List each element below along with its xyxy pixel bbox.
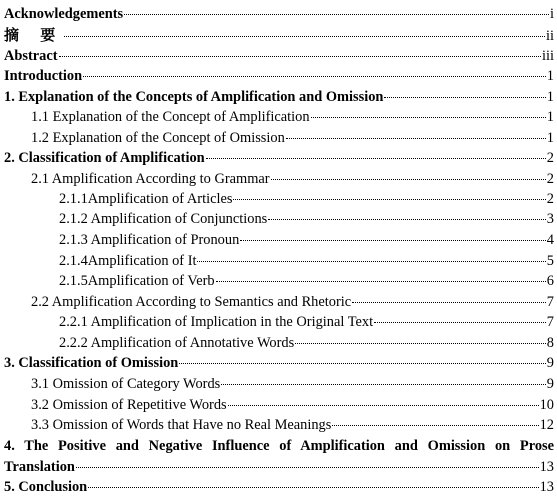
toc-entry-title: 2.1.1Amplification of Articles <box>59 191 233 207</box>
toc-entry-page: 3 <box>546 211 554 227</box>
toc-entry-chapter-4-line-1[interactable] <box>0 437 557 456</box>
dot-leader <box>124 14 549 15</box>
toc-entry-page: 9 <box>546 355 554 371</box>
toc-entry-chapter-4[interactable] <box>0 458 557 477</box>
toc-entry-page: 12 <box>539 417 554 433</box>
toc-entry-page: 9 <box>546 376 554 392</box>
toc-entry-title: 2.2.2 Amplification of Annotative Words <box>59 335 295 351</box>
toc-entry-section-3-2[interactable] <box>0 396 557 415</box>
dot-leader <box>88 487 538 488</box>
dot-leader <box>233 199 545 200</box>
toc-entry-title: 1.1 Explanation of the Concept of Amplification <box>31 109 310 125</box>
dot-leader <box>221 384 546 385</box>
toc-entry-chapter-2[interactable] <box>0 149 557 168</box>
dot-leader <box>206 158 546 159</box>
toc-entry-section-2-1-1[interactable] <box>0 190 557 209</box>
toc-entry-section-2-1-2[interactable] <box>0 210 557 229</box>
dot-leader <box>240 240 546 241</box>
toc-entry-title: 1. Explanation of the Concepts of Amplification and Omission <box>4 89 384 105</box>
dot-leader <box>197 261 545 262</box>
toc-entry-title: 2.1.3 Amplification of Pronoun <box>59 232 240 248</box>
toc-entry-title: 3. Classification of Omission <box>4 355 179 371</box>
toc-entry-title: 3.1 Omission of Category Words <box>31 376 221 392</box>
toc-entry-section-2-1-3[interactable] <box>0 231 557 250</box>
toc-entry-page: i <box>550 6 554 22</box>
toc-entry-section-2-2-2[interactable] <box>0 334 557 353</box>
dot-leader <box>228 405 539 406</box>
toc-entry-page: 7 <box>546 314 554 330</box>
toc-entry-page: 5 <box>546 253 554 269</box>
toc-entry-title: 3.2 Omission of Repetitive Words <box>31 397 227 413</box>
toc-entry-section-2-2[interactable] <box>0 293 557 312</box>
toc-entry-title: 2.1.2 Amplification of Conjunctions <box>59 211 268 227</box>
dot-leader <box>295 343 546 344</box>
toc-entry-introduction[interactable] <box>0 67 557 86</box>
toc-entry-section-1-1[interactable] <box>0 108 557 127</box>
toc-entry-page: 2 <box>546 150 554 166</box>
toc-entry-page: 13 <box>539 479 554 495</box>
dot-leader <box>271 179 546 180</box>
dot-leader <box>268 219 546 220</box>
toc-entry-title: 2.1 Amplification According to Grammar <box>31 171 270 187</box>
toc-entry-page: iii <box>542 48 554 64</box>
toc-entry-title: 3.3 Omission of Words that Have no Real Meanings <box>31 417 332 433</box>
toc-entry-zhaiyao[interactable] <box>0 26 557 45</box>
toc-entry-title: 2.2.1 Amplification of Implication in the Original Text <box>59 314 374 330</box>
toc-entry-page: 6 <box>546 273 554 289</box>
dot-leader <box>179 363 546 364</box>
toc-entry-title: 2.1.5Amplification of Verb <box>59 273 215 289</box>
dot-leader <box>64 36 545 37</box>
toc-entry-chapter-5[interactable] <box>0 478 557 497</box>
toc-entry-section-1-2[interactable] <box>0 129 557 148</box>
dot-leader <box>59 56 541 57</box>
toc-entry-title: 2. Classification of Amplification <box>4 150 205 166</box>
toc-entry-title: Abstract <box>4 48 58 64</box>
toc-entry-section-2-1-5[interactable] <box>0 272 557 291</box>
toc-entry-section-2-1-4[interactable] <box>0 252 557 271</box>
toc-entry-title: 1.2 Explanation of the Concept of Omission <box>31 130 285 146</box>
toc-entry-page: 2 <box>546 191 554 207</box>
toc-entry-page: 7 <box>546 294 554 310</box>
toc-entry-section-3-3[interactable] <box>0 416 557 435</box>
dot-leader <box>374 322 546 323</box>
toc-entry-title: 2.1.4Amplification of It <box>59 253 197 269</box>
toc-entry-page: 1 <box>546 89 554 105</box>
toc-entry-page: ii <box>546 28 554 44</box>
dot-leader <box>216 281 546 282</box>
toc-entry-title-continued: Translation <box>4 459 75 475</box>
toc-entry-chapter-3[interactable] <box>0 354 557 373</box>
toc-entry-page: 2 <box>546 171 554 187</box>
toc-entry-page: 10 <box>539 397 554 413</box>
toc-entry-abstract[interactable] <box>0 47 557 66</box>
toc-entry-title: Acknowledgements <box>4 6 124 22</box>
dot-leader <box>311 117 546 118</box>
dot-leader <box>286 138 546 139</box>
dot-leader <box>352 302 546 303</box>
toc-entry-acknowledgements[interactable] <box>0 5 557 24</box>
dot-leader <box>384 97 545 98</box>
dot-leader <box>83 76 546 77</box>
toc-entry-title: Introduction <box>4 68 83 84</box>
toc-entry-title: 5. Conclusion <box>4 479 88 495</box>
toc-entry-section-2-2-1[interactable] <box>0 313 557 332</box>
toc-entry-title: 2.2 Amplification According to Semantics and Rhetoric <box>31 294 352 310</box>
toc-entry-chapter-1[interactable] <box>0 88 557 107</box>
toc-entry-page: 4 <box>546 232 554 248</box>
dot-leader <box>76 467 539 468</box>
toc-entry-page: 8 <box>546 335 554 351</box>
toc-entry-page: 1 <box>546 130 554 146</box>
toc-entry-title: 摘 要 <box>4 26 64 44</box>
toc-entry-page: 1 <box>546 68 554 84</box>
toc-entry-title: 4. The Positive and Negative Influence of Amplification and Omission on Prose <box>4 438 554 454</box>
toc-entry-page: 1 <box>546 109 554 125</box>
dot-leader <box>332 425 538 426</box>
toc-entry-page: 13 <box>539 459 554 475</box>
toc-entry-section-2-1[interactable] <box>0 170 557 189</box>
toc-entry-section-3-1[interactable] <box>0 375 557 394</box>
